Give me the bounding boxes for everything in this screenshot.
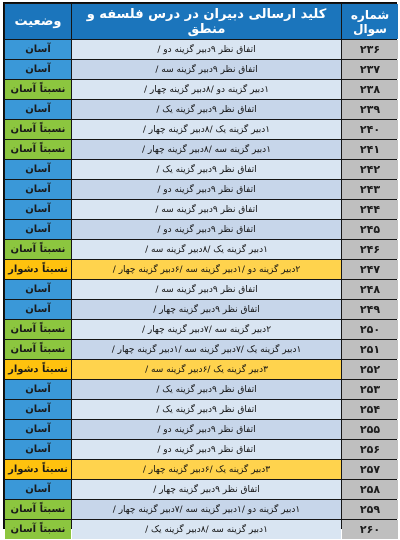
- teacher-key-cell: ۳دبیر گزینه یک /۶دبیر گزینه سه /: [72, 360, 341, 379]
- teacher-key-cell: اتفاق نظر ۹دبیر گزینه چهار /: [72, 300, 341, 319]
- status-cell: نسبتاً آسان: [5, 500, 71, 519]
- question-number-cell: ۲۵۳: [342, 380, 398, 399]
- status-cell: نسبتاً آسان: [5, 240, 71, 259]
- status-cell: آسان: [5, 380, 71, 399]
- table-row: [5, 220, 398, 239]
- teacher-key-cell: اتفاق نظر ۹دبیر گزینه یک /: [72, 380, 341, 399]
- status-cell: آسان: [5, 300, 71, 319]
- question-number-cell: ۲۴۳: [342, 180, 398, 199]
- status-cell: نسبتاً آسان: [5, 120, 71, 139]
- teacher-key-cell: ۱دبیر گزینه دو /۱دبیر گزینه سه /۷دبیر گزینه چهار /: [72, 500, 341, 519]
- teacher-key-cell: اتفاق نظر ۹دبیر گزینه دو /: [72, 420, 341, 439]
- teacher-key-cell: اتفاق نظر ۹دبیر گزینه دو /: [72, 220, 341, 239]
- question-number-cell: ۲۵۶: [342, 440, 398, 459]
- table-row: [5, 100, 398, 119]
- status-cell: آسان: [5, 280, 71, 299]
- table-row: [5, 420, 398, 439]
- table-row: [5, 340, 398, 359]
- question-number-cell: ۲۵۰: [342, 320, 398, 339]
- question-number-cell: ۲۴۰: [342, 120, 398, 139]
- table-row: [5, 120, 398, 139]
- teacher-key-cell: ۱دبیر گزینه سه /۸دبیر گزینه چهار /: [72, 140, 341, 159]
- status-cell: آسان: [5, 180, 71, 199]
- table-row: [5, 380, 398, 399]
- status-cell: نسبتاً دشوار: [5, 260, 71, 279]
- table-row: [5, 40, 398, 59]
- question-number-cell: ۲۴۲: [342, 160, 398, 179]
- table-row: [5, 300, 398, 319]
- status-cell: آسان: [5, 480, 71, 499]
- question-number-cell: ۲۵۴: [342, 400, 398, 419]
- header-status: وضعیت: [5, 4, 71, 39]
- question-number-cell: ۲۵۵: [342, 420, 398, 439]
- table-row: [5, 460, 398, 479]
- table-row: [5, 360, 398, 379]
- table-row: [5, 160, 398, 179]
- teacher-key-cell: ۱دبیر گزینه دو /۸دبیر گزینه چهار /: [72, 80, 341, 99]
- teacher-key-cell: ۳دبیر گزینه یک /۶دبیر گزینه چهار /: [72, 460, 341, 479]
- question-number-cell: ۲۳۶: [342, 40, 398, 59]
- teacher-key-cell: ۲دبیر گزینه سه /۷دبیر گزینه چهار /: [72, 320, 341, 339]
- teacher-key-cell: اتفاق نظر ۹دبیر گزینه دو /: [72, 440, 341, 459]
- teacher-key-cell: اتفاق نظر ۹دبیر گزینه یک /: [72, 100, 341, 119]
- teacher-key-cell: ۱دبیر گزینه یک /۸دبیر گزینه سه /: [72, 240, 341, 259]
- question-number-cell: ۲۴۴: [342, 200, 398, 219]
- status-cell: نسبتاً آسان: [5, 520, 71, 539]
- table-row: [5, 180, 398, 199]
- status-cell: نسبتاً دشوار: [5, 360, 71, 379]
- question-number-cell: ۲۴۱: [342, 140, 398, 159]
- question-number-cell: ۲۵۸: [342, 480, 398, 499]
- teacher-key-cell: اتفاق نظر ۹دبیر گزینه دو /: [72, 40, 341, 59]
- answer-key-table: [4, 3, 399, 540]
- question-number-cell: ۲۳۷: [342, 60, 398, 79]
- question-number-cell: ۲۳۸: [342, 80, 398, 99]
- status-cell: آسان: [5, 400, 71, 419]
- status-cell: آسان: [5, 220, 71, 239]
- teacher-key-cell: اتفاق نظر ۹دبیر گزینه سه /: [72, 280, 341, 299]
- table-row: [5, 140, 398, 159]
- header-question-number: شماره سوال: [342, 4, 398, 39]
- status-cell: آسان: [5, 440, 71, 459]
- table-row: [5, 500, 398, 519]
- teacher-key-cell: اتفاق نظر ۹دبیر گزینه سه /: [72, 60, 341, 79]
- question-number-cell: ۲۴۵: [342, 220, 398, 239]
- status-cell: آسان: [5, 160, 71, 179]
- status-cell: نسبتاً آسان: [5, 140, 71, 159]
- teacher-key-cell: ۱دبیر گزینه یک /۸دبیر گزینه چهار /: [72, 120, 341, 139]
- question-number-cell: ۲۴۷: [342, 260, 398, 279]
- table-row: [5, 280, 398, 299]
- status-cell: آسان: [5, 200, 71, 219]
- question-number-cell: ۲۵۹: [342, 500, 398, 519]
- status-cell: نسبتاً آسان: [5, 320, 71, 339]
- status-cell: نسبتاً دشوار: [5, 460, 71, 479]
- table-body: [5, 40, 398, 539]
- teacher-key-cell: ۱دبیر گزینه یک /۷دبیر گزینه سه /۱دبیر گزینه چهار /: [72, 340, 341, 359]
- table-row: [5, 60, 398, 79]
- question-number-cell: ۲۳۹: [342, 100, 398, 119]
- status-cell: نسبتاً آسان: [5, 80, 71, 99]
- header-teacher-key: کلید ارسالی دبیران در درس فلسفه و منطق: [72, 4, 341, 39]
- question-number-cell: ۲۴۶: [342, 240, 398, 259]
- teacher-key-cell: اتفاق نظر ۹دبیر گزینه یک /: [72, 400, 341, 419]
- question-number-cell: ۲۶۰: [342, 520, 398, 539]
- status-cell: آسان: [5, 100, 71, 119]
- header-row: [5, 4, 398, 39]
- table-row: [5, 480, 398, 499]
- table-row: [5, 320, 398, 339]
- teacher-key-cell: اتفاق نظر ۹دبیر گزینه دو /: [72, 180, 341, 199]
- status-cell: آسان: [5, 60, 71, 79]
- teacher-key-cell: ۲دبیر گزینه دو /۱دبیر گزینه سه /۶دبیر گزینه چهار /: [72, 260, 341, 279]
- question-number-cell: ۲۴۸: [342, 280, 398, 299]
- table-row: [5, 80, 398, 99]
- question-number-cell: ۲۵۲: [342, 360, 398, 379]
- teacher-key-cell: اتفاق نظر ۹دبیر گزینه چهار /: [72, 480, 341, 499]
- question-number-cell: ۲۵۷: [342, 460, 398, 479]
- teacher-key-cell: اتفاق نظر ۹دبیر گزینه یک /: [72, 160, 341, 179]
- status-cell: نسبتاً آسان: [5, 340, 71, 359]
- table-row: [5, 400, 398, 419]
- status-cell: آسان: [5, 420, 71, 439]
- table-row: [5, 240, 398, 259]
- question-number-cell: ۲۴۹: [342, 300, 398, 319]
- teacher-key-cell: اتفاق نظر ۹دبیر گزینه سه /: [72, 200, 341, 219]
- question-number-cell: ۲۵۱: [342, 340, 398, 359]
- answer-key-table-container: [3, 2, 397, 536]
- table-row: [5, 200, 398, 219]
- teacher-key-cell: ۱دبیر گزینه سه /۸دبیر گزینه یک /: [72, 520, 341, 539]
- status-cell: آسان: [5, 40, 71, 59]
- table-row: [5, 520, 398, 539]
- table-row: [5, 440, 398, 459]
- table-row: [5, 260, 398, 279]
